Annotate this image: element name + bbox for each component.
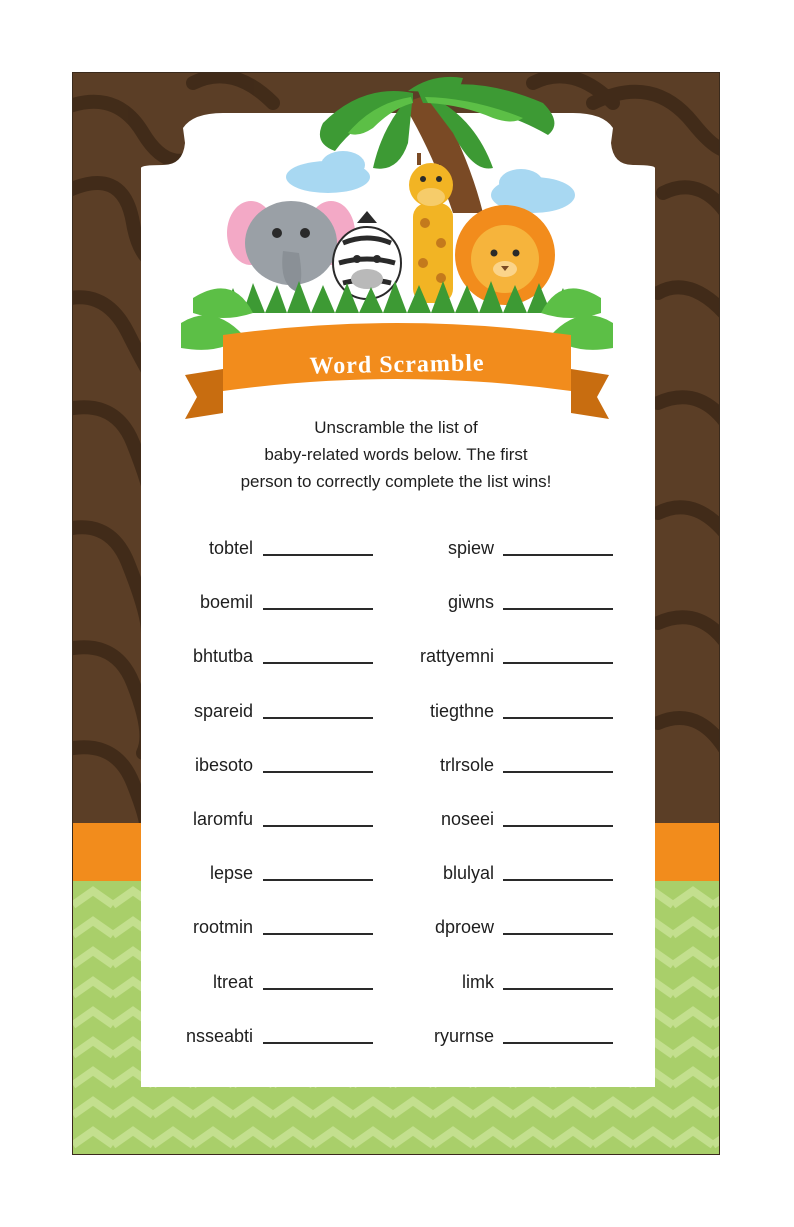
answer-blank-left[interactable]: [263, 879, 373, 881]
answer-blank-right[interactable]: [503, 717, 613, 719]
scrambled-word-right: spiew: [447, 538, 494, 558]
answer-blank-left[interactable]: [263, 554, 373, 556]
scrambled-word-left: ltreat: [212, 971, 253, 992]
answer-blank-left[interactable]: [263, 608, 373, 610]
scrambled-word-right: giwns: [447, 592, 494, 613]
answer-blank-right[interactable]: [503, 608, 613, 610]
scrambled-word-right: tiegthne: [429, 700, 494, 721]
answer-blank-right[interactable]: [503, 1042, 613, 1044]
instructions: [146, 414, 646, 495]
answer-blank-right[interactable]: [503, 771, 613, 773]
instruction-line: Unscramble the list of: [314, 418, 478, 437]
scrambled-word-left: laromfu: [192, 809, 253, 829]
scrambled-word-right: noseei: [440, 809, 494, 829]
scrambled-word-right: dproew: [434, 917, 494, 938]
title-text: Word Scramble: [309, 350, 485, 380]
scrambled-word-right: trlrsole: [439, 754, 494, 775]
answer-blank-right[interactable]: [503, 988, 613, 990]
scrambled-word-left: nsseabti: [185, 1025, 253, 1046]
scrambled-word-left: bhtutba: [192, 646, 253, 667]
answer-blank-right[interactable]: [503, 933, 613, 935]
answer-blank-right[interactable]: [503, 554, 613, 556]
answer-blank-left[interactable]: [263, 933, 373, 935]
answer-blank-left[interactable]: [263, 825, 373, 827]
scrambled-word-left: spareid: [193, 700, 253, 721]
instruction-line: person to correctly complete the list wins!: [240, 472, 552, 491]
scrambled-word-right: ryurnse: [433, 1025, 494, 1046]
scrambled-word-left: lepse: [209, 863, 253, 884]
answer-blank-left[interactable]: [263, 988, 373, 990]
answer-blank-right[interactable]: [503, 879, 613, 881]
scrambled-word-right: blulyal: [442, 863, 494, 884]
scrambled-word-right: limk: [462, 971, 494, 992]
scrambled-word-left: ibesoto: [194, 754, 253, 775]
scrambled-word-right: rattyemni: [419, 646, 494, 667]
answer-blank-right[interactable]: [503, 662, 613, 664]
answer-blank-left[interactable]: [263, 717, 373, 719]
answer-blank-left[interactable]: [263, 771, 373, 773]
scrambled-word-left: boemil: [199, 592, 253, 613]
answer-blank-right[interactable]: [503, 825, 613, 827]
instruction-line: baby-related words below. The first: [264, 445, 528, 464]
answer-blank-left[interactable]: [263, 662, 373, 664]
scrambled-word-left: rootmin: [192, 917, 253, 938]
answer-blank-left[interactable]: [263, 1042, 373, 1044]
giraffe-icon: [409, 153, 453, 303]
scrambled-word-left: tobtel: [208, 538, 253, 558]
